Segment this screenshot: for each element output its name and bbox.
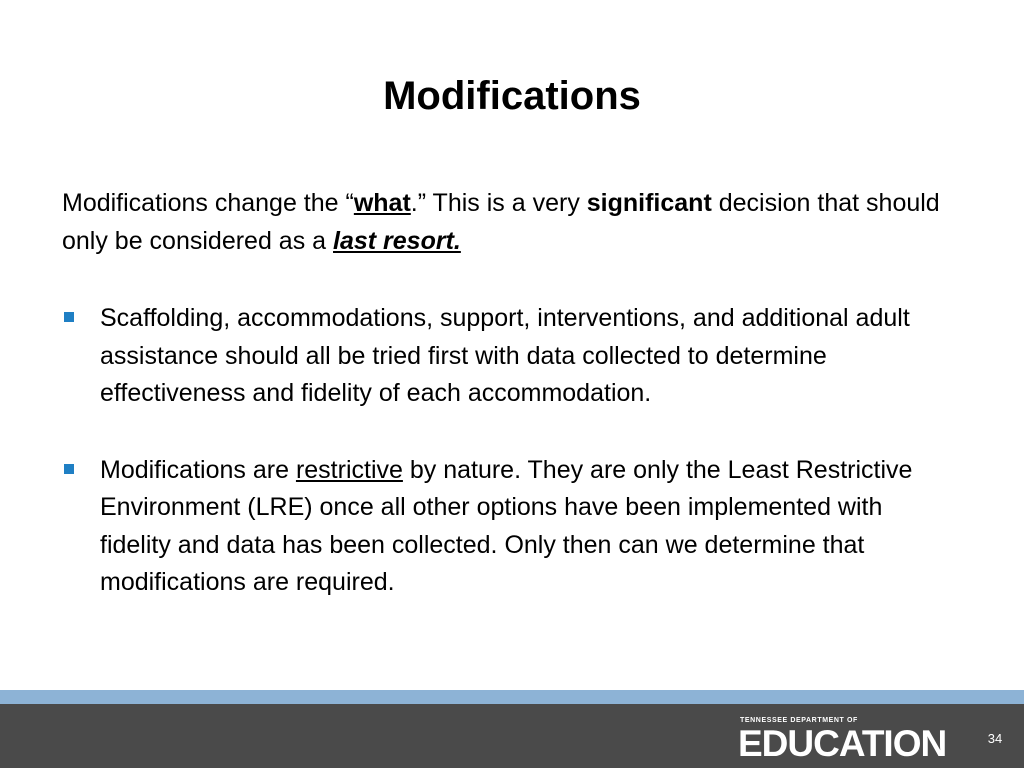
- bullet-text: Scaffolding, accommodations, support, interventions, and additional adult assistance should all be tried first with data collected to determine effectiveness and fidelity of each accommodation.: [100, 304, 910, 407]
- slide-title: Modifications: [383, 74, 641, 118]
- intro-text-2: .” This is a very: [410, 189, 587, 217]
- bullet-item-restrictive: [62, 452, 942, 602]
- footer-stripe: [0, 690, 1024, 704]
- logo-subtitle: TENNESSEE DEPARTMENT OF: [740, 717, 858, 724]
- square-bullet-icon: [64, 464, 74, 474]
- intro-what: what: [353, 189, 411, 217]
- intro-last-resort: last resort.: [333, 226, 461, 255]
- intro-paragraph: [62, 185, 942, 260]
- logo-wordmark: EDUCATION: [738, 723, 947, 764]
- education-logo: [738, 716, 970, 763]
- bullet-list: [62, 300, 942, 602]
- bullet-restrictive: restrictive: [295, 455, 403, 484]
- bullet-item-scaffolding: [62, 300, 942, 413]
- slide-body: [62, 185, 942, 641]
- intro-significant: significant: [586, 189, 712, 217]
- square-bullet-icon: [64, 312, 74, 322]
- bullet-text-1: Modifications are: [100, 455, 296, 484]
- page-number: 34: [987, 731, 1003, 746]
- intro-text-3: decision that should only be considered as a: [62, 189, 940, 255]
- intro-text-1: Modifications change the “: [62, 189, 354, 217]
- bullet-text-2: by nature. They are only the Least Restrictive Environment (LRE) once all other options have been implemented with fidelity and data has been collected. Only then can we determine that modifications are required.: [100, 455, 913, 596]
